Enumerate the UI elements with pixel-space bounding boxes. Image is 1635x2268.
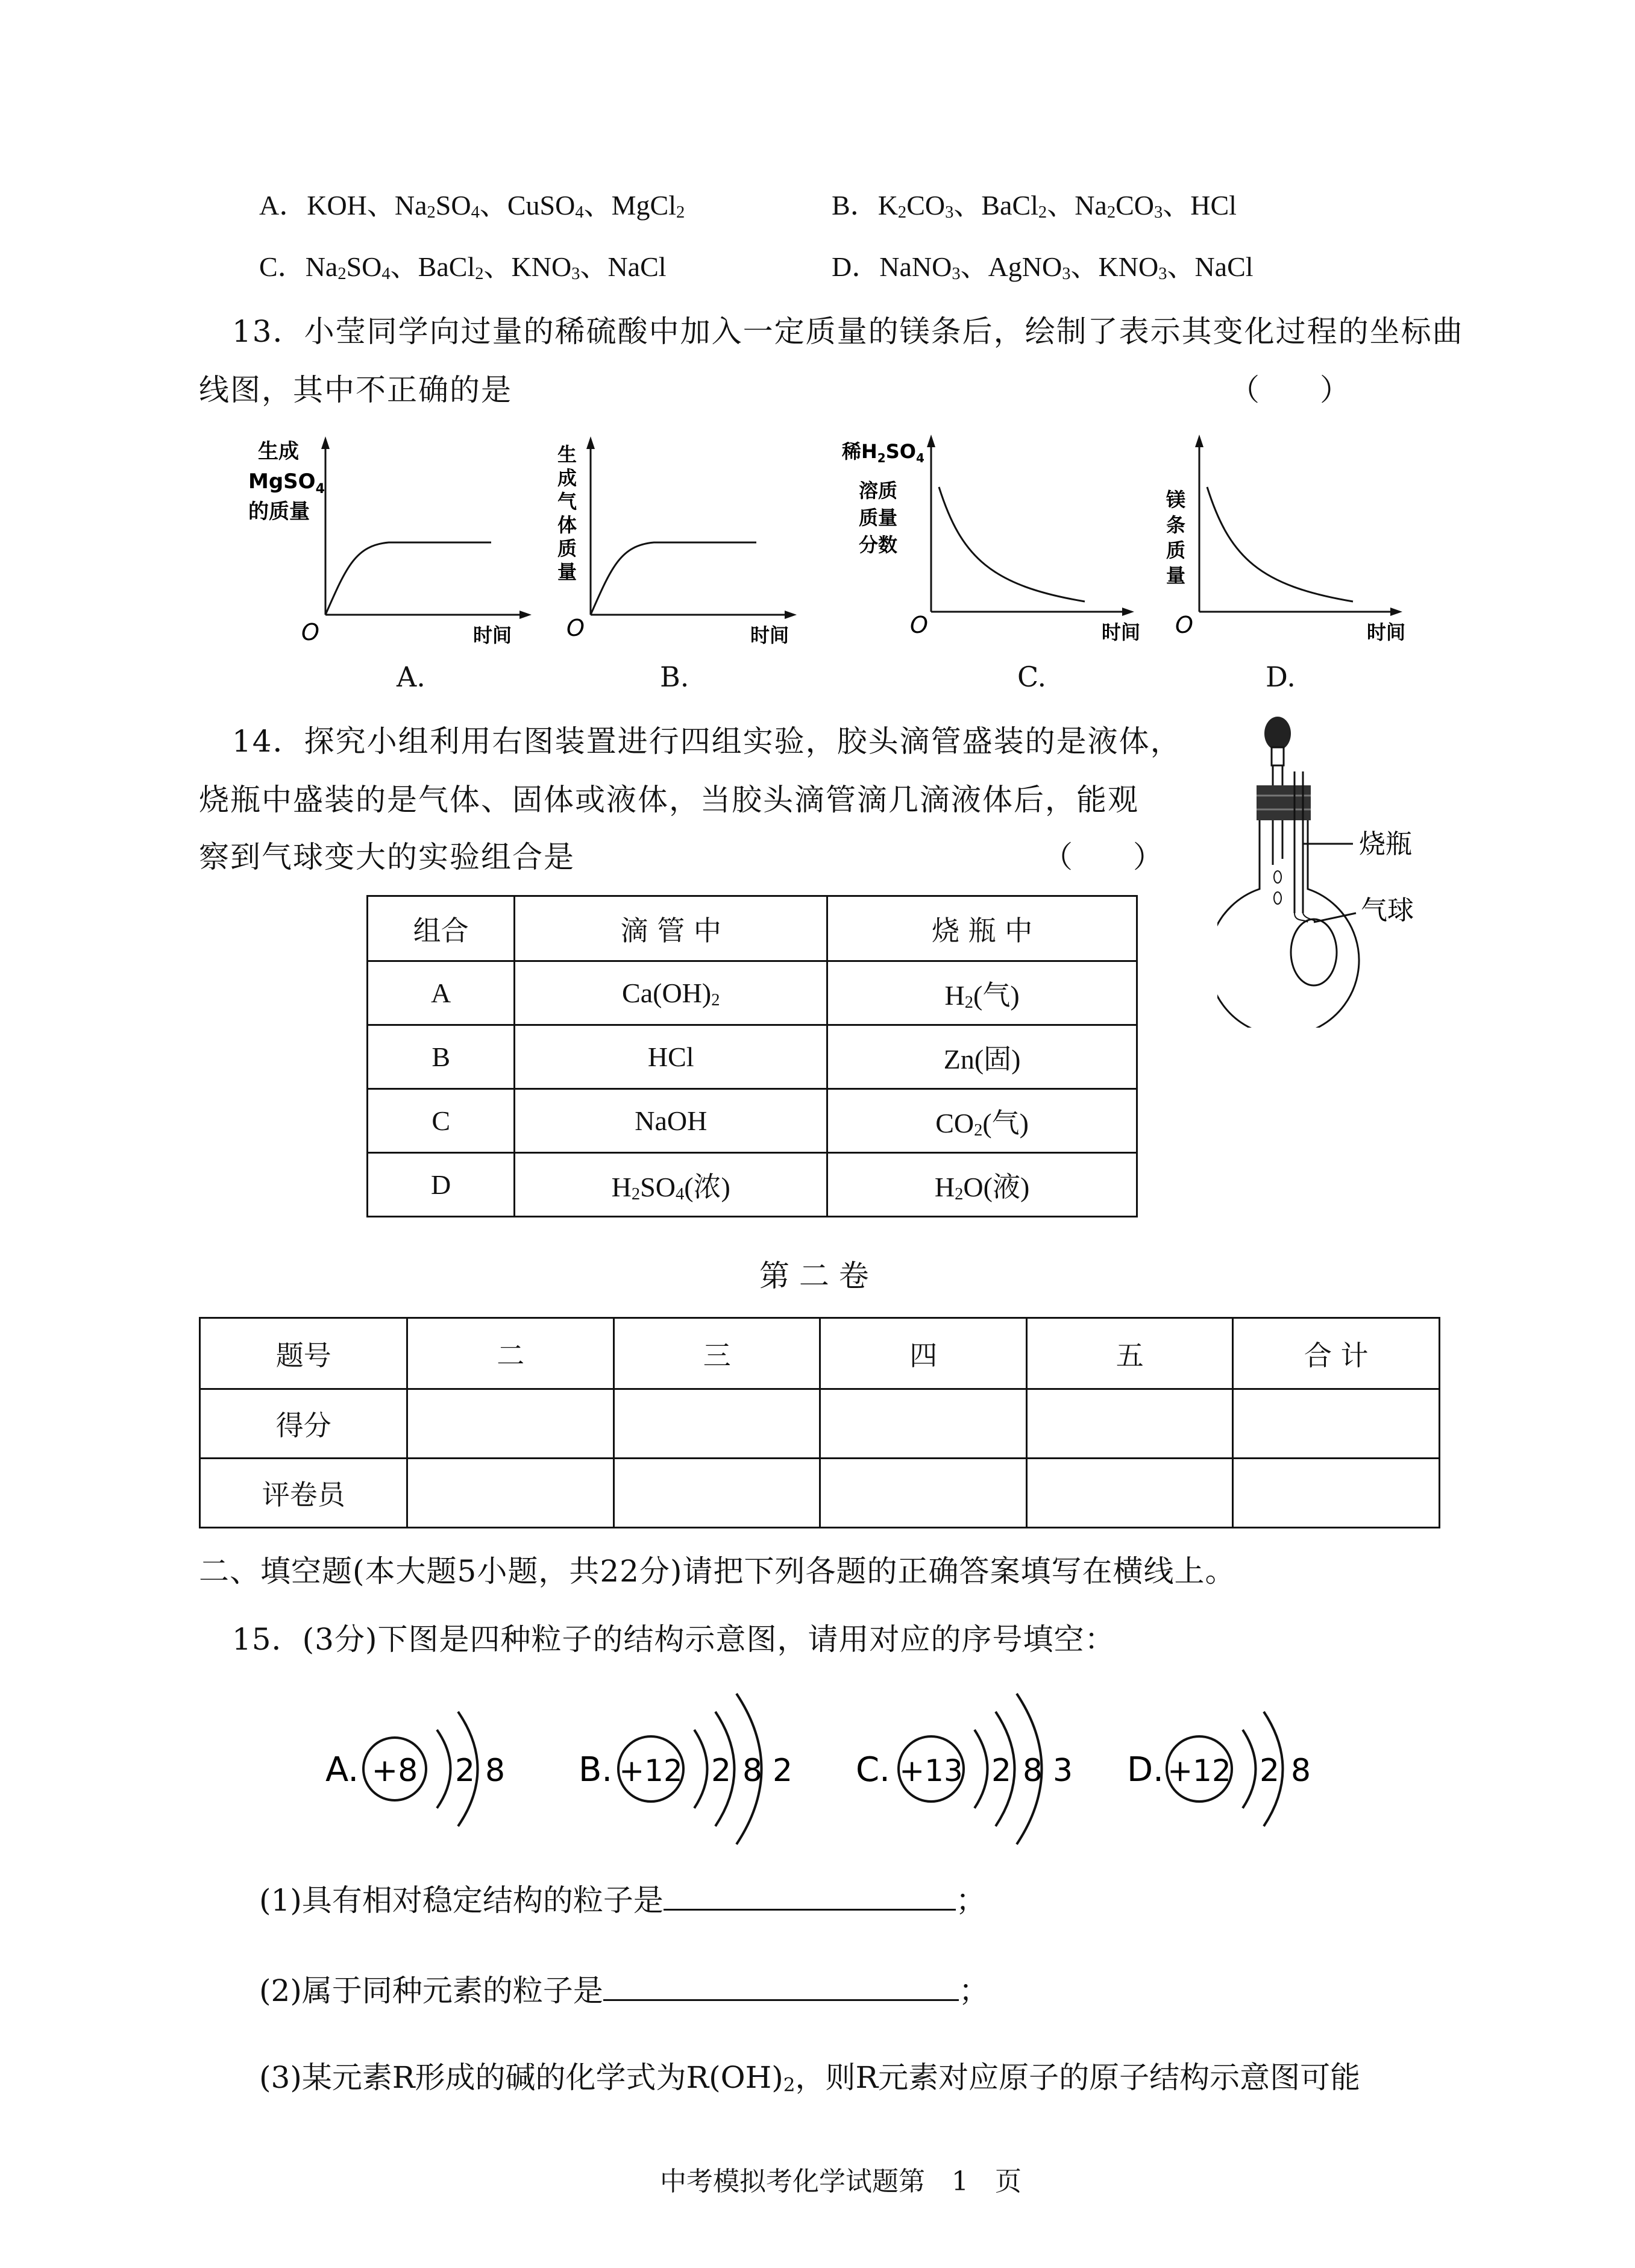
svg-text:2: 2 [773,1753,793,1789]
score-cell[interactable] [614,1389,820,1459]
particle-d [1127,1712,1311,1826]
svg-text:2: 2 [455,1753,475,1789]
q14-line1: 14．探究小组利用右图装置进行四组实验，胶头滴管盛装的是液体， [232,724,1182,759]
q12-option-a: A．KOH、$Na_2SO_4$、CuSO$_4$、MgCl$_2$ [259,190,685,222]
grader-cell[interactable] [407,1459,614,1528]
svg-text:+12: +12 [1167,1753,1231,1788]
graph-a-ylabel-1: 生成 [258,439,299,463]
svg-text:体: 体 [557,514,577,536]
graph-d [1166,435,1405,644]
page-footer: 中考模拟考化学试题第 1 页 [660,2166,1021,2197]
balloon [1291,919,1337,985]
svg-text:O: O [1175,612,1193,638]
svg-text:2: 2 [1260,1753,1280,1789]
svg-text:质: 质 [1166,539,1186,562]
svg-text:量: 量 [557,561,577,583]
svg-text:2: 2 [991,1753,1012,1789]
graph-c-label: C. [1017,661,1047,693]
answer-blank-2[interactable] [603,1999,959,2001]
header-flask: 烧 瓶 中 [827,896,1137,961]
svg-text:稀H2SO4: 稀$H_2SO_4$ [842,440,924,465]
graph-c [841,435,1140,644]
table-row: D $H_2SO_4$(浓) $H_2O$(液) [368,1153,1137,1217]
svg-text:+8: +8 [371,1753,418,1789]
header-dropper: 滴 管 中 [515,896,827,961]
svg-text:O: O [566,615,585,641]
q13-graphs [241,428,1446,681]
svg-text:B.: B. [579,1750,613,1789]
score-header-row: 题号 二 三 四 五 合 计 [200,1318,1440,1389]
svg-text:时间: 时间 [1367,621,1406,644]
svg-text:质: 质 [557,537,577,560]
q14-table [366,895,1138,1217]
score-cell[interactable] [407,1389,614,1459]
grader-cell[interactable] [820,1459,1027,1528]
svg-text:C.: C. [856,1750,890,1789]
svg-text:8: 8 [742,1753,763,1789]
q15-sub3: (3)某元素R形成的碱的化学式为$R(OH)_2$，则R元素对应原子的原子结构示意图可能 [259,2060,1361,2096]
svg-text:8: 8 [485,1753,506,1789]
q15-intro: 15．(3分)下图是四种粒子的结构示意图，请用对应的序号填空： [232,1622,1116,1657]
table-header-row [368,896,1137,961]
graph-b [557,436,797,647]
grader-cell[interactable] [1233,1459,1440,1528]
q12-option-d: D．NaNO$_3$、AgNO$_3$、$KNO_3$、NaCl [832,251,1254,284]
score-row: 得分 [200,1389,1440,1459]
graph-a-ylabel-2: MgSO$_4$ [248,470,325,497]
score-cell[interactable] [820,1389,1027,1459]
section-heading: 二、填空题(本大题5小题，共22分)请把下列各题的正确答案填写在横线上。 [199,1554,1236,1589]
svg-text:生: 生 [557,443,577,466]
flask-apparatus-figure [1217,714,1470,1028]
score-table [199,1317,1440,1528]
q12-option-b: B．$K_2CO_3$、BaCl$_2$、$Na_2CO_3$、HCl [832,190,1237,222]
svg-text:8: 8 [1291,1753,1311,1789]
svg-text:O: O [910,612,928,638]
graph-a [248,436,532,647]
flask-label: 烧瓶 [1359,829,1412,859]
volume-title: 第 二 卷 [759,1258,869,1293]
balloon-label: 气球 [1361,895,1414,926]
svg-text:时间: 时间 [750,624,789,647]
header-group: 组合 [368,896,515,961]
q12-option-c: C．$Na_2SO_4$、BaCl$_2$、$KNO_3$、NaCl [259,251,667,284]
q13-line2: 线图，其中不正确的是 [199,372,512,407]
graph-a-label: A. [397,661,425,693]
graph-b-label: B. [660,661,689,693]
svg-text:3: 3 [1053,1753,1073,1789]
svg-text:镁: 镁 [1166,488,1186,511]
svg-text:质量: 质量 [859,506,898,529]
svg-text:溶质: 溶质 [859,479,898,502]
grader-row: 评卷员 [200,1459,1440,1528]
table-row: B HCl Zn(固) [368,1025,1137,1089]
svg-text:分数: 分数 [859,533,898,556]
graph-d-label: D. [1266,661,1296,693]
grader-cell[interactable] [614,1459,820,1528]
particle-a [325,1712,505,1826]
particle-diagrams [313,1676,1362,1856]
grader-cell[interactable] [1026,1459,1233,1528]
graph-a-xlabel: 时间 [473,624,512,647]
score-cell[interactable] [1026,1389,1233,1459]
q14-answer-paren: （ ） [1043,840,1163,875]
table-row: C NaOH $CO_2$(气) [368,1089,1137,1153]
graph-a-ylabel-3: 的质量 [248,500,310,524]
q15-sub2: (2)属于同种元素的粒子是 ； [259,1973,989,2008]
particle-b [579,1694,792,1844]
svg-text:气: 气 [557,490,577,513]
svg-text:+13: +13 [899,1753,963,1788]
flask-body [1217,820,1359,1028]
svg-text:2: 2 [711,1753,732,1789]
q14-line2: 烧瓶中盛装的是气体、固体或液体，当胶头滴管滴几滴液体后，能观 [199,782,1139,817]
answer-blank-1[interactable] [664,1909,956,1911]
particle-c [856,1694,1073,1844]
q13-line1: 13．小莹同学向过量的稀硫酸中加入一定质量的镁条后，绘制了表示其变化过程的坐标曲 [232,314,1464,349]
svg-text:8: 8 [1023,1753,1043,1789]
q13-answer-paren: （ ） [1229,372,1350,407]
svg-text:量: 量 [1166,564,1186,587]
q15-sub1: (1)具有相对稳定结构的粒子是 ； [259,1883,986,1918]
svg-text:D.: D. [1127,1750,1164,1789]
graph-a-origin: O [301,619,319,646]
svg-text:成: 成 [557,466,577,489]
q14-line3: 察到气球变大的实验组合是 [199,840,575,875]
dropper-bulb [1264,717,1291,750]
svg-text:条: 条 [1166,514,1186,536]
svg-text:A.: A. [325,1750,359,1789]
score-cell[interactable] [1233,1389,1440,1459]
svg-text:时间: 时间 [1102,621,1141,644]
table-row: A $Ca(OH)_2$ $H_2$(气) [368,961,1137,1025]
svg-text:+12: +12 [619,1753,683,1788]
